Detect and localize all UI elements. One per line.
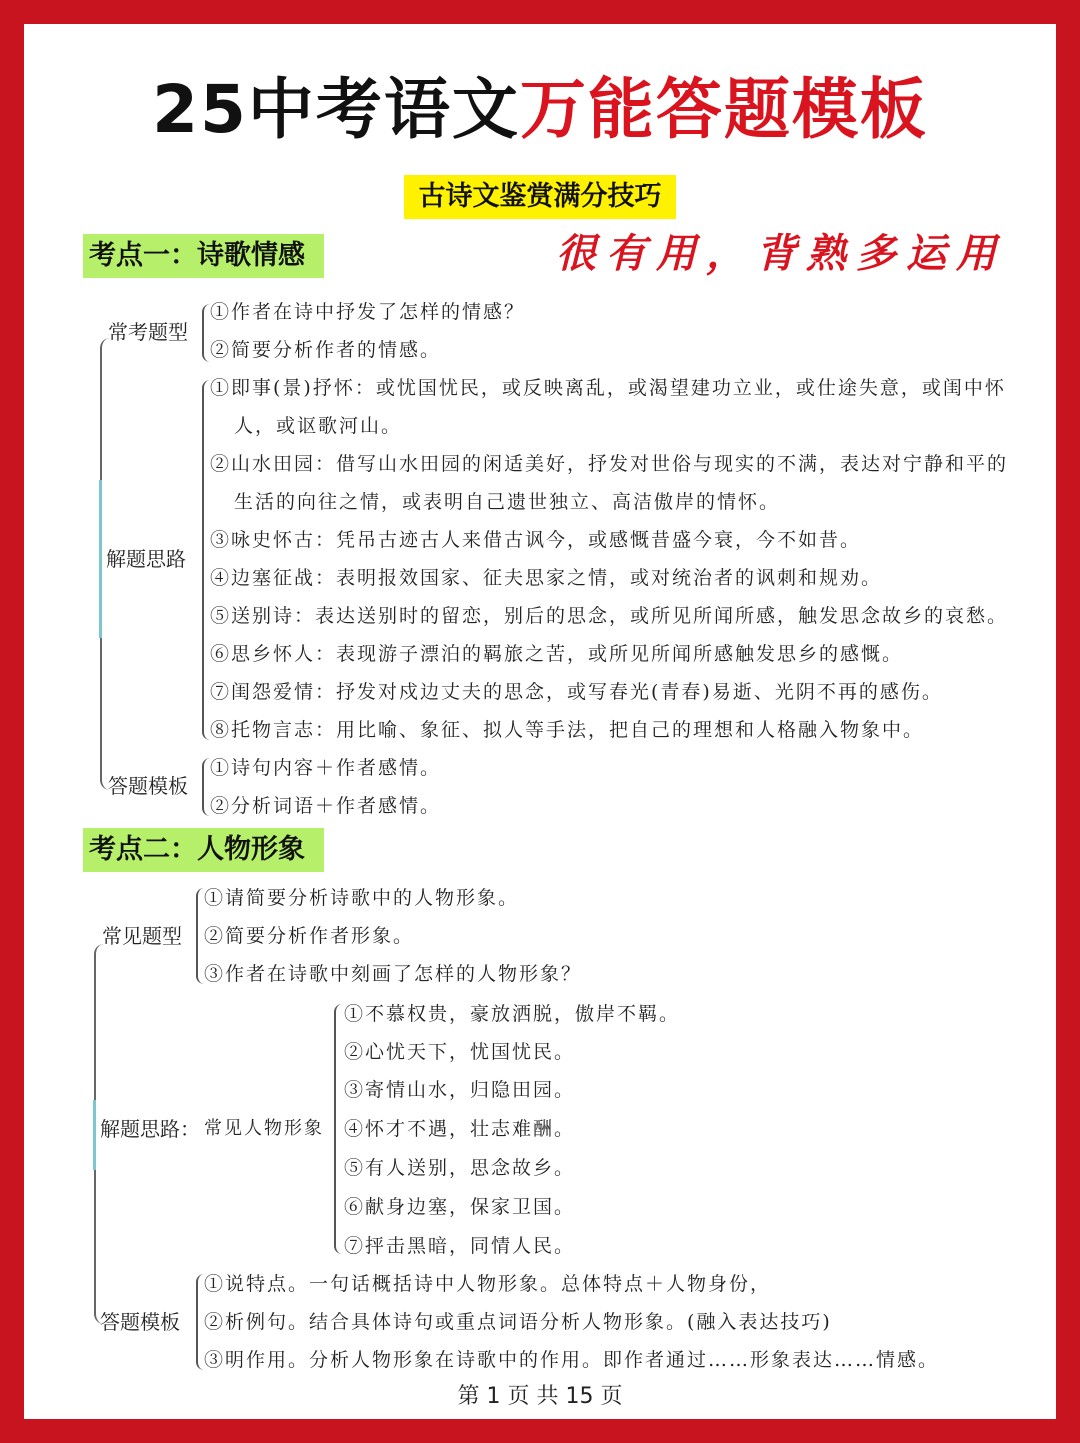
s2-c2-item-2: ②心忧天下，忧国忧民。	[344, 1041, 576, 1063]
s1-c2-line-9: ⑦闺怨爱情：抒发对戍边丈夫的思念，或写春光(青春)易逝、光阴不再的感伤。	[210, 681, 943, 703]
s2-c1-item-2: ②简要分析作者形象。	[204, 925, 415, 947]
s1-c2-line-10: ⑧托物言志：用比喻、象征、拟人等手法，把自己的理想和人格融入物象中。	[210, 719, 925, 741]
s1-brace-3	[202, 758, 210, 816]
s2-cat-template: 答题模板	[100, 1310, 180, 1334]
slogan: 很有用，背熟多运用	[556, 230, 1006, 277]
s2-c2-item-7: ⑦抨击黑暗，同情人民。	[344, 1235, 576, 1257]
section2-teal-mark	[93, 1100, 96, 1170]
title-red: 万能答题模板	[519, 71, 928, 148]
s1-cat-template: 答题模板	[108, 774, 188, 798]
s2-brace-3	[196, 1274, 204, 1370]
s2-c2-item-5: ⑤有人送别，思念故乡。	[344, 1157, 576, 1179]
s1-cat-question-types: 常考题型	[108, 320, 188, 344]
s2-c3-item-1: ①说特点。一句话概括诗中人物形象。总体特点＋人物身份，	[204, 1273, 772, 1295]
s1-c3-item-2: ②分析词语＋作者感情。	[210, 795, 442, 817]
s2-c2-item-3: ③寄情山水，归隐田园。	[344, 1079, 576, 1101]
subtitle-badge: 古诗文鉴赏满分技巧	[404, 175, 676, 219]
s1-c1-item-2: ②简要分析作者的情感。	[210, 339, 442, 361]
s2-c1-item-3: ③作者在诗歌中刻画了怎样的人物形象？	[204, 963, 583, 985]
s1-c2-line-7: ⑤送别诗：表达送别时的留恋，别后的思念，或所见所闻所感，触发思念故乡的哀愁。	[210, 605, 1009, 627]
s2-c2-item-1: ①不慕权贵，豪放洒脱，傲岸不羁。	[344, 1003, 681, 1025]
s1-c1-item-1: ①作者在诗中抒发了怎样的情感？	[210, 301, 526, 323]
s1-c2-line-1: ①即事(景)抒怀：或忧国忧民，或反映离乱，或渴望建功立业，或仕途失意，或闺中怀	[210, 377, 1006, 399]
s1-c2-line-5: ③咏史怀古：凭吊古迹古人来借古讽今，或感慨昔盛今衰，今不如昔。	[210, 529, 862, 551]
s2-brace-2	[334, 1004, 342, 1254]
s1-c2-line-8: ⑥思乡怀人：表现游子漂泊的羁旅之苦，或所见所闻所感触发思乡的感慨。	[210, 643, 904, 665]
title-black: 25中考语文	[152, 71, 520, 148]
s2-c2-item-6: ⑥献身边塞，保家卫国。	[344, 1196, 576, 1218]
page-title	[0, 70, 1080, 150]
s1-cat-approach: 解题思路	[106, 547, 186, 571]
s1-c2-line-6: ④边塞征战：表明报效国家、征夫思家之情，或对统治者的讽刺和规劝。	[210, 567, 883, 589]
s1-brace-1	[202, 304, 210, 362]
section1-label: 考点一：诗歌情感	[83, 234, 324, 278]
s2-cat-question-types: 常见题型	[102, 924, 182, 948]
s2-c3-item-2: ②析例句。结合具体诗句或重点词语分析人物形象。(融入表达技巧)	[204, 1311, 832, 1333]
s2-cat-approach: 解题思路：	[100, 1117, 200, 1141]
s2-brace-1	[196, 888, 204, 984]
s1-c2-line-2: 人，或讴歌河山。	[234, 415, 403, 437]
page-number: 第 1 页 共 15 页	[457, 1384, 623, 1409]
s1-c2-line-4: 生活的向往之情，或表明自己遗世独立、高洁傲岸的情怀。	[234, 491, 781, 513]
s2-cat-approach-sub: 常见人物形象	[204, 1118, 324, 1139]
s2-c1-item-1: ①请简要分析诗歌中的人物形象。	[204, 887, 520, 909]
s1-c3-item-1: ①诗句内容＋作者感情。	[210, 757, 442, 779]
s1-brace-2	[202, 380, 210, 740]
s2-c2-item-4: ④怀才不遇，壮志难酬。	[344, 1118, 576, 1140]
section1-teal-mark	[99, 480, 102, 638]
section2-label: 考点二：人物形象	[83, 828, 324, 872]
s2-c3-item-3: ③明作用。分析人物形象在诗歌中的作用。即作者通过……形象表达……情感。	[204, 1349, 940, 1371]
s1-c2-line-3: ②山水田园：借写山水田园的闲适美好，抒发对世俗与现实的不满，表达对宁静和平的	[210, 453, 1009, 475]
